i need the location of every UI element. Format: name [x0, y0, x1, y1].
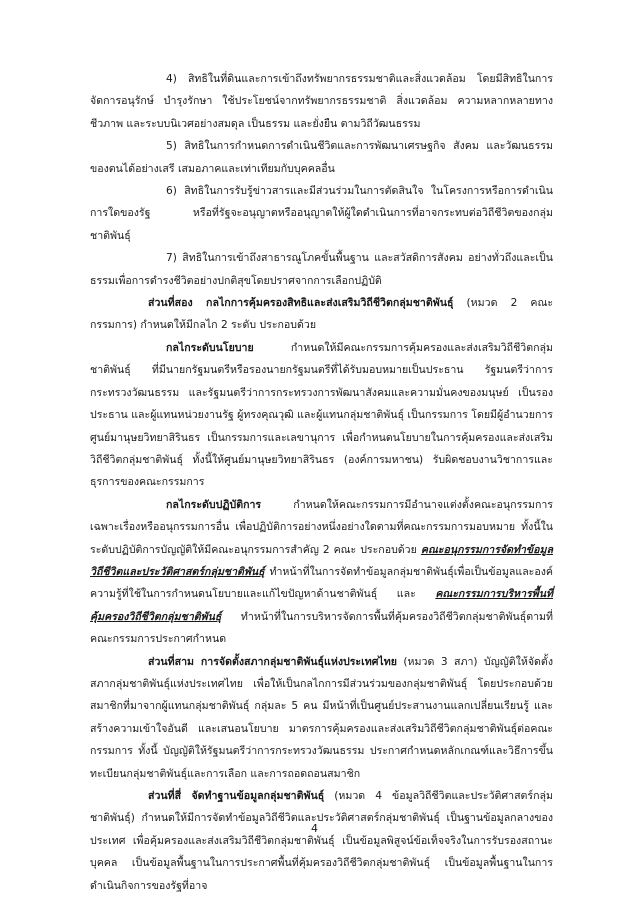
- paragraph-right-4: 4) สิทธิในที่ดินและการเข้าถึงทรัพยากรธรรมชาติและสิ่งแวดล้อม โดยมีสิทธิในการจัดการอนุรักษ์ บำรุงรักษา ใช้ประโยชน์จากทรัพยากรธรรมชาติ สิ่งแวดล้อม ความหลากหลายทางชีวภาพ และระบบนิเวศอย่างสมดุล เป็นธรรม และยั่งยืน ตามวิถีวัฒนธรรม: [90, 73, 553, 130]
- practice-mechanism-heading: กลไกระดับปฏิบัติการ: [166, 498, 262, 511]
- policy-mechanism-text: กำหนดให้มีคณะกรรมการคุ้มครองและส่งเสริมวิถีชีวิตกลุ่มชาติพันธุ์ ที่มีนายกรัฐมนตรีหรือรองนายกรัฐมนตรีที่ได้รับมอบหมายเป็นประธาน รัฐมนตรีว่าการกระทรวงวัฒนธรรม และรัฐมนตรีว่าการกระทรวงการพัฒนาสังคมและความมั่นคงของมนุษย์ เป็นรองประธาน และผู้แทนหน่วยงานรัฐ ผู้ทรงคุณวุฒิ และผู้แทนกลุ่มชาติพันธุ์ เป็นกรรมการ โดยมีผู้อำนวยการศูนย์มานุษยวิทยาสิรินธร เป็นกรรมการและเลขานุการ เพื่อกำหนดนโยบายในการคุ้มครองและส่งเสริมวิถีชีวิตกลุ่มชาติพันธุ์ ทั้งนี้ให้ศูนย์มานุษยวิทยาสิรินธร (องค์การมหาชน) รับผิดชอบงานวิชาการและธุรการของคณะกรรมการ: [90, 341, 553, 489]
- practice-mechanism-paragraph: [90, 494, 553, 651]
- section-four-heading: ส่วนที่สี่ จัดทำฐานข้อมูลกลุ่มชาติพันธุ์: [148, 790, 325, 802]
- practice-mechanism-text-1: กำหนดให้คณะกรรมการมีอำนาจแต่งตั้งคณะอนุกรรมการเฉพาะเรื่องหรืออนุกรรมการอื่น เพื่อปฏิบัติการอย่างหนึ่งอย่างใดตามที่คณะกรรมการมอบหมาย ทั้งนี้ในระดับปฏิบัติการบัญญัติให้มีคณะอนุกรรมการสำคัญ 2 คณะ ประกอบด้วย: [90, 498, 553, 556]
- paragraph-right-5: 5) สิทธิในการกำหนดการดำเนินชีวิตและการพัฒนาเศรษฐกิจ สังคม และวัฒนธรรมของตนได้อย่างเสรี เสมอภาคและเท่าเทียมกับบุคคลอื่น: [90, 140, 553, 175]
- data-subcommittee-name: คณะอนุกรรมการจัดทำข้อมูลวิถีชีวิตและประวัติศาสตร์กลุ่มชาติพันธุ์: [90, 543, 553, 578]
- practice-mechanism-text-3: ทำหน้าที่ในการบริหารจัดการพื้นที่คุ้มครองวิถีชีวิตกลุ่มชาติพันธุ์ตามที่คณะกรรมการประกาศกำหนด: [90, 610, 553, 646]
- section-three-paragraph: [90, 651, 553, 785]
- document-body: [90, 68, 553, 897]
- page-number: 4: [311, 822, 318, 835]
- policy-mechanism-paragraph: [90, 337, 553, 494]
- section-four-paragraph: [90, 785, 553, 897]
- area-committee-name: คณะกรรมการบริหารพื้นที่คุ้มครองวิถีชีวิตกลุ่มชาติพันธุ์: [90, 588, 553, 623]
- section-three-heading: ส่วนที่สาม การจัดตั้งสภากลุ่มชาติพันธุ์แห่งประเทศไทย: [148, 655, 397, 668]
- paragraph-right-7: 7) สิทธิในการเข้าถึงสาธารณูโภคขั้นพื้นฐาน และสวัสดิการสังคม อย่างทั่วถึงและเป็นธรรมเพื่อการดำรงชีวิตอย่างปกติสุขโดยปราศจากการเลือกปฏิบัติ: [90, 252, 553, 287]
- section-two-note: (หมวด 2 คณะกรรมการ) กำหนดให้มีกลไก 2 ระดับ ประกอบด้วย: [90, 297, 554, 332]
- paragraph-right-6: 6) สิทธิในการรับรู้ข่าวสารและมีส่วนร่วมในการตัดสินใจ ในโครงการหรือการดำเนินการใดของรัฐ หรือที่รัฐจะอนุญาตหรืออนุญาตให้ผู้ใดดำเนินการที่อาจกระทบต่อวิถีชีวิตของกลุ่มชาติพันธุ์: [90, 185, 553, 242]
- practice-mechanism-text-2: ทำหน้าที่ในการจัดทำข้อมูลกลุ่มชาติพันธุ์เพื่อเป็นข้อมูลและองค์ความรู้ที่ใช้ในการกำหนดนโยบายและแก้ไขปัญหาด้านชาติพันธุ์ และ: [90, 565, 553, 601]
- section-two-heading: ส่วนที่สอง กลไกการคุ้มครองสิทธิและส่งเสริมวิถีชีวิตกลุ่มชาติพันธุ์: [148, 297, 454, 310]
- section-four-text: (หมวด 4 ข้อมูลวิถีชีวิตและประวัติศาสตร์กลุ่มชาติพันธุ์) กำหนดให้มีการจัดทำข้อมูลวิถีชีวิตและประวัติศาสตร์กลุ่มชาติพันธุ์ เป็นฐานข้อมูลกลางของประเทศ เพื่อคุ้มครองและส่งเสริมวิถีชีวิตกลุ่มชาติพันธุ์ เป็นข้อมูลพิสูจน์ข้อเท็จจริงในการรับรองสถานะบุคคล เป็นข้อมูลพื้นฐานในการประกาศพื้นที่คุ้มครองวิถีชีวิตกลุ่มชาติพันธุ์ เป็นข้อมูลพื้นฐานในการดำเนินกิจการของรัฐที่อาจ: [90, 790, 553, 892]
- section-two-intro: [90, 292, 553, 337]
- policy-mechanism-heading: กลไกระดับนโยบาย: [166, 341, 254, 354]
- section-three-text: (หมวด 3 สภา) บัญญัติให้จัดตั้งสภากลุ่มชาติพันธุ์แห่งประเทศไทย เพื่อให้เป็นกลไกการมีส่วนร่วมของกลุ่มชาติพันธุ์ โดยประกอบด้วยสมาชิกที่มาจากผู้แทนกลุ่มชาติพันธุ์ กลุ่มละ 5 คน มีหน้าที่เป็นศูนย์ประสานงานแลกเปลี่ยนเรียนรู้ และสร้างความเข้าใจอันดี และเสนอนโยบาย มาตรการคุ้มครองและส่งเสริมวิถีชีวิตกลุ่มชาติพันธุ์ต่อคณะกรรมการ ทั้งนี้ บัญญัติให้รัฐมนตรีว่าการกระทรวงวัฒนธรรม ประกาศกำหนดหลักเกณฑ์และวิธีการขึ้นทะเบียนกลุ่มชาติพันธุ์และการเลือก และการถอดถอนสมาชิก: [90, 655, 553, 780]
